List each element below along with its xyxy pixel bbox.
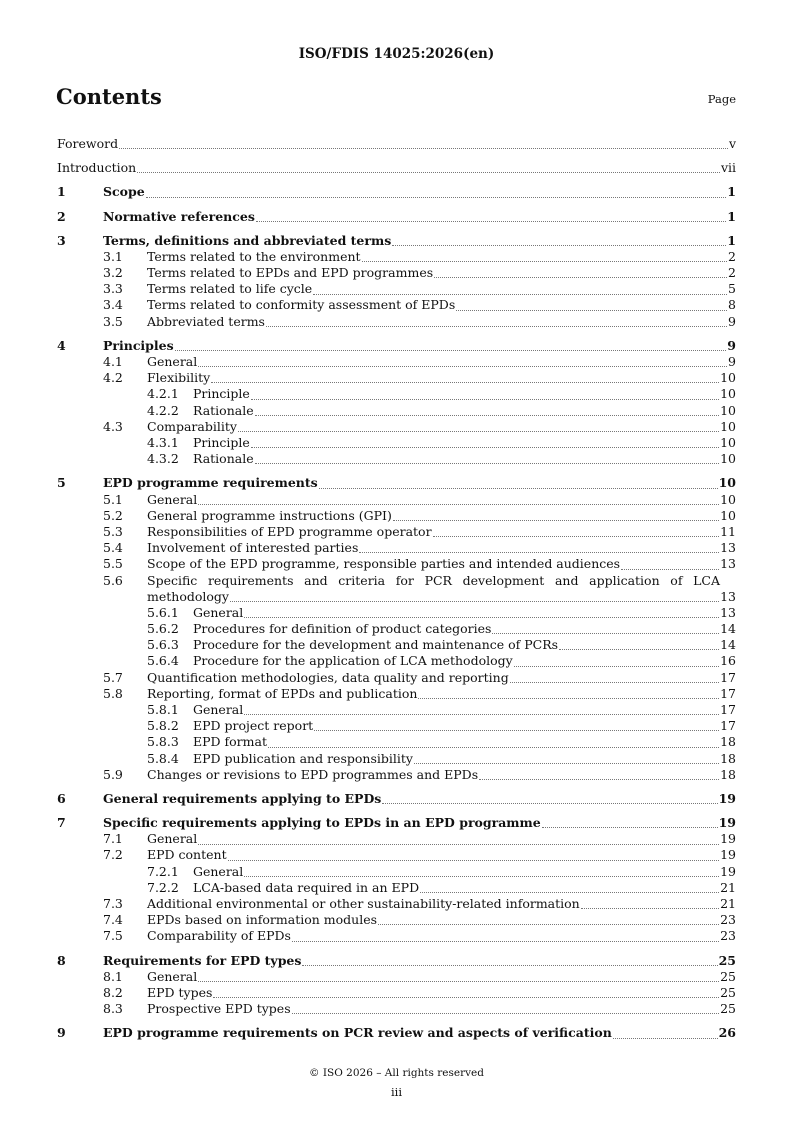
- document-header: ISO/FDIS 14025:2026(en): [298, 46, 495, 62]
- toc-entry-page: 10: [720, 507, 736, 523]
- toc-entry[interactable]: [57, 451, 736, 467]
- toc-entry[interactable]: [57, 136, 736, 152]
- leader-dots: [434, 277, 727, 278]
- toc-entry-page: 21: [720, 896, 736, 912]
- page-title: Contents: [56, 84, 162, 109]
- toc-entry-page: 9: [727, 337, 736, 353]
- leader-dots: [319, 488, 718, 489]
- toc-entry-page: 9: [728, 354, 736, 370]
- toc-entry[interactable]: [57, 160, 736, 176]
- toc-entry-title: Quantification methodologies, data quality and reporting: [147, 669, 509, 685]
- toc-entry-page: 13: [720, 556, 736, 572]
- toc-entry-number: 5.5: [103, 556, 123, 572]
- toc-entry-page: v: [728, 135, 736, 151]
- leader-dots: [213, 997, 719, 998]
- toc-entry-page: 11: [720, 523, 736, 539]
- leader-dots: [244, 876, 719, 877]
- toc-entry-title: Principles: [103, 337, 174, 353]
- toc-entry-page: vii: [720, 160, 736, 176]
- toc-entry-title: EPD programme requirements: [103, 475, 318, 491]
- toc-entry-number: 8: [57, 952, 66, 968]
- toc-entry-number: 3.2: [103, 265, 123, 281]
- toc-entry[interactable]: [57, 475, 736, 491]
- toc-entry-number: 8.1: [103, 968, 123, 984]
- leader-dots: [244, 617, 719, 618]
- toc-entry-number: 5.6.3: [147, 637, 179, 653]
- toc-entry-number: 7.2.2: [147, 879, 179, 895]
- leader-dots: [581, 908, 719, 909]
- toc-entry-title: Foreword: [57, 135, 119, 151]
- toc-entry-number: 7.3: [103, 896, 123, 912]
- leader-dots: [268, 747, 719, 748]
- toc-entry[interactable]: [57, 265, 736, 281]
- toc-entry-number: 1: [57, 184, 66, 200]
- toc-entry[interactable]: [57, 751, 736, 767]
- toc-entry-number: 3.5: [103, 313, 123, 329]
- leader-dots: [266, 326, 727, 327]
- toc-entry[interactable]: [57, 831, 736, 847]
- toc-entry-page: 18: [720, 750, 736, 766]
- toc-entry-number: 5.8: [103, 685, 123, 701]
- toc-entry-page: 14: [720, 621, 736, 637]
- toc-entry-title: EPD types: [147, 984, 213, 1000]
- toc-entry-page: 19: [718, 790, 736, 806]
- toc-entry-title: Prospective EPD types: [147, 1001, 291, 1017]
- toc-entry[interactable]: [57, 864, 736, 880]
- toc-entry-number: 7.1: [103, 831, 123, 847]
- leader-dots: [198, 981, 719, 982]
- leader-dots: [137, 172, 720, 173]
- toc-entry-page: 17: [720, 669, 736, 685]
- toc-entry[interactable]: [57, 370, 736, 386]
- toc-entry-title: EPD project report: [193, 718, 314, 734]
- toc-entry-number: 5: [57, 475, 66, 491]
- toc-entry[interactable]: [57, 419, 736, 435]
- toc-entry[interactable]: [57, 767, 736, 783]
- toc-entry-page: 19: [720, 863, 736, 879]
- toc-entry[interactable]: [57, 791, 736, 807]
- toc-entry-number: 7.2: [103, 847, 123, 863]
- toc-entry-number: 5.6.1: [147, 604, 179, 620]
- toc-entry-number: 7.2.1: [147, 863, 179, 879]
- toc-entry-number: 7: [57, 815, 66, 831]
- leader-dots: [559, 649, 719, 650]
- leader-dots: [198, 504, 719, 505]
- toc-entry-page: 2: [728, 265, 736, 281]
- toc-entry-page: 13: [720, 588, 736, 604]
- toc-entry-number: 4.2.2: [147, 402, 179, 418]
- leader-dots: [492, 633, 719, 634]
- toc-entry-title: General requirements applying to EPDs: [103, 790, 382, 806]
- toc-entry[interactable]: [57, 573, 736, 605]
- toc-entry-page: 1: [727, 208, 736, 224]
- toc-entry[interactable]: [57, 686, 736, 702]
- leader-dots: [211, 382, 719, 383]
- toc-entry[interactable]: [57, 734, 736, 750]
- table-of-contents: [57, 128, 736, 1042]
- leader-dots: [433, 536, 720, 537]
- toc-entry-number: 7.5: [103, 928, 123, 944]
- toc-entry-number: 8.2: [103, 984, 123, 1000]
- toc-entry[interactable]: [57, 524, 736, 540]
- toc-entry-title: General: [147, 968, 198, 984]
- toc-entry-page: 18: [720, 734, 736, 750]
- leader-dots: [292, 1013, 719, 1014]
- leader-dots: [314, 730, 719, 731]
- leader-dots: [256, 221, 726, 222]
- toc-entry[interactable]: [57, 249, 736, 265]
- toc-entry-page: 10: [720, 451, 736, 467]
- leader-dots: [359, 552, 719, 553]
- leader-dots: [382, 803, 717, 804]
- toc-entry[interactable]: [57, 233, 736, 249]
- toc-entry[interactable]: [57, 556, 736, 572]
- leader-dots: [362, 261, 727, 262]
- toc-entry-number: 5.8.1: [147, 701, 179, 717]
- toc-entry-number: 4.1: [103, 354, 123, 370]
- toc-entry-page: 10: [720, 386, 736, 402]
- toc-entry-page: 17: [720, 701, 736, 717]
- toc-entry-number: 5.4: [103, 540, 123, 556]
- toc-entry-page: 1: [727, 184, 736, 200]
- leader-dots: [119, 148, 728, 149]
- toc-entry-title: Changes or revisions to EPD programmes and EPDs: [147, 766, 479, 782]
- toc-entry[interactable]: [57, 953, 736, 969]
- toc-entry-page: 19: [720, 831, 736, 847]
- toc-entry-number: 5.6.4: [147, 653, 179, 669]
- toc-entry-number: 4.2: [103, 370, 123, 386]
- leader-dots: [255, 415, 719, 416]
- toc-entry-title: EPD format: [193, 734, 267, 750]
- toc-entry-title: Comparability of EPDs: [147, 928, 291, 944]
- leader-dots: [510, 682, 719, 683]
- toc-entry[interactable]: [57, 492, 736, 508]
- page-number: iii: [390, 1085, 403, 1099]
- toc-entry-page: 18: [720, 766, 736, 782]
- toc-entry-title: Procedure for the application of LCA methodology: [193, 653, 513, 669]
- toc-entry[interactable]: [57, 1025, 736, 1041]
- toc-entry-page: 17: [720, 685, 736, 701]
- toc-entry-number: 3.3: [103, 281, 123, 297]
- toc-entry-number: 5.6.2: [147, 621, 179, 637]
- toc-entry-number: 5.2: [103, 507, 123, 523]
- toc-entry-number: 7.4: [103, 912, 123, 928]
- leader-dots: [146, 197, 727, 198]
- toc-entry-title: Procedure for the development and maintenance of PCRs: [193, 637, 559, 653]
- toc-entry-number: 5.8.4: [147, 750, 179, 766]
- leader-dots: [198, 844, 719, 845]
- toc-entry-page: 23: [720, 912, 736, 928]
- toc-entry[interactable]: [57, 403, 736, 419]
- toc-entry-page: 10: [720, 434, 736, 450]
- toc-entry-title: General: [193, 701, 244, 717]
- toc-entry-number: 5.3: [103, 523, 123, 539]
- leader-dots: [238, 431, 719, 432]
- toc-entry-number: 3: [57, 232, 66, 248]
- toc-entry[interactable]: [57, 386, 736, 402]
- toc-entry-title: Terms related to life cycle: [147, 281, 313, 297]
- toc-entry-title: Terms related to the environment: [147, 248, 361, 264]
- toc-entry-page: 13: [720, 540, 736, 556]
- toc-entry-title-cont: methodology: [147, 588, 229, 604]
- leader-dots: [175, 350, 727, 351]
- toc-entry-number: 4.3.2: [147, 451, 179, 467]
- toc-entry-title: Flexibility: [147, 370, 211, 386]
- leader-dots: [292, 941, 719, 942]
- toc-entry[interactable]: [57, 1001, 736, 1017]
- toc-entry[interactable]: [57, 912, 736, 928]
- toc-entry-page: 8: [728, 297, 736, 313]
- toc-entry-page: 10: [720, 418, 736, 434]
- toc-entry[interactable]: [57, 896, 736, 912]
- toc-entry-title: Abbreviated terms: [147, 313, 265, 329]
- toc-entry[interactable]: [57, 298, 736, 314]
- toc-entry-page: 14: [720, 637, 736, 653]
- leader-dots: [418, 698, 719, 699]
- toc-entry-title: Introduction: [57, 160, 137, 176]
- toc-entry-title: EPD content: [147, 847, 227, 863]
- toc-entry[interactable]: [57, 338, 736, 354]
- toc-entry-title: Procedures for definition of product categories: [193, 621, 492, 637]
- toc-entry[interactable]: [57, 637, 736, 653]
- toc-entry-title: LCA-based data required in an EPD: [193, 879, 420, 895]
- leader-dots: [302, 965, 717, 966]
- toc-entry[interactable]: [57, 354, 736, 370]
- toc-entry-title: Specific requirements and criteria for PCR development and application of LCA: [147, 572, 720, 588]
- leader-dots: [479, 779, 719, 780]
- toc-entry-number: 5.7: [103, 669, 123, 685]
- leader-dots: [393, 520, 719, 521]
- toc-entry-number: 4.3.1: [147, 434, 179, 450]
- toc-entry-title: Rationale: [193, 451, 254, 467]
- leader-dots: [514, 666, 719, 667]
- toc-entry-title: Terms related to EPDs and EPD programmes: [147, 265, 434, 281]
- toc-entry-title: Reporting, format of EPDs and publication: [147, 685, 418, 701]
- toc-entry[interactable]: [57, 281, 736, 297]
- toc-entry-title: General: [193, 604, 244, 620]
- toc-entry[interactable]: [57, 314, 736, 330]
- toc-entry[interactable]: [57, 985, 736, 1001]
- leader-dots: [414, 763, 719, 764]
- toc-entry-number: 3.1: [103, 248, 123, 264]
- toc-entry[interactable]: [57, 621, 736, 637]
- toc-entry-page: 9: [728, 313, 736, 329]
- toc-entry-page: 23: [720, 928, 736, 944]
- leader-dots: [244, 714, 719, 715]
- toc-entry-title: Normative references: [103, 208, 255, 224]
- toc-entry-number: 9: [57, 1025, 66, 1041]
- toc-entry-page: 10: [720, 370, 736, 386]
- toc-entry-title: Requirements for EPD types: [103, 952, 302, 968]
- toc-entry[interactable]: [57, 508, 736, 524]
- toc-entry-number: 4: [57, 337, 66, 353]
- toc-entry[interactable]: [57, 702, 736, 718]
- toc-entry[interactable]: [57, 184, 736, 200]
- toc-entry-page: 5: [728, 281, 736, 297]
- toc-entry-title: Scope of the EPD programme, responsible parties and intended audiences: [147, 556, 621, 572]
- toc-entry[interactable]: [57, 815, 736, 831]
- toc-entry-page: 13: [720, 604, 736, 620]
- toc-entry-page: 2: [728, 248, 736, 264]
- toc-entry-number: 5.8.3: [147, 734, 179, 750]
- toc-entry[interactable]: [57, 969, 736, 985]
- leader-dots: [378, 924, 719, 925]
- toc-entry-page: 25: [720, 968, 736, 984]
- toc-entry-title: General: [147, 491, 198, 507]
- toc-entry-number: 4.2.1: [147, 386, 179, 402]
- toc-entry-title: General: [147, 354, 198, 370]
- toc-entry[interactable]: [57, 605, 736, 621]
- leader-dots: [313, 294, 727, 295]
- toc-entry[interactable]: [57, 540, 736, 556]
- toc-entry-page: 10: [718, 475, 736, 491]
- toc-entry[interactable]: [57, 848, 736, 864]
- toc-entry-page: 21: [720, 879, 736, 895]
- toc-entry-number: 5.1: [103, 491, 123, 507]
- toc-entry-page: 19: [720, 847, 736, 863]
- leader-dots: [621, 569, 719, 570]
- toc-entry-page: 25: [718, 952, 736, 968]
- leader-dots: [251, 399, 719, 400]
- toc-entry-page: 25: [720, 1001, 736, 1017]
- toc-entry-page: 10: [720, 491, 736, 507]
- page-column-label: Page: [707, 92, 736, 106]
- toc-entry[interactable]: [57, 670, 736, 686]
- leader-dots: [198, 366, 727, 367]
- toc-entry-title: Involvement of interested parties: [147, 540, 359, 556]
- leader-dots: [392, 245, 726, 246]
- toc-entry-title: EPDs based on information modules: [147, 912, 378, 928]
- toc-entry[interactable]: [57, 880, 736, 896]
- toc-entry-number: 5.6: [103, 572, 123, 588]
- toc-entry-number: 2: [57, 208, 66, 224]
- leader-dots: [456, 310, 727, 311]
- toc-entry-title: Additional environmental or other sustainability-related information: [147, 896, 580, 912]
- toc-entry-page: 26: [718, 1025, 736, 1041]
- toc-entry-number: 4.3: [103, 418, 123, 434]
- leader-dots: [251, 447, 719, 448]
- toc-entry[interactable]: [57, 928, 736, 944]
- leader-dots: [420, 892, 719, 893]
- leader-dots: [255, 463, 719, 464]
- leader-dots: [542, 827, 718, 828]
- toc-entry[interactable]: [57, 653, 736, 669]
- leader-dots: [613, 1038, 718, 1039]
- leader-dots: [230, 601, 719, 602]
- toc-entry-title: General: [193, 863, 244, 879]
- toc-entry-page: 17: [720, 718, 736, 734]
- toc-entry-number: 5.9: [103, 766, 123, 782]
- toc-entry-page: 25: [720, 984, 736, 1000]
- toc-entry-number: 8.3: [103, 1001, 123, 1017]
- leader-dots: [228, 860, 719, 861]
- toc-entry[interactable]: [57, 209, 736, 225]
- toc-entry-title: Responsibilities of EPD programme operator: [147, 523, 432, 539]
- toc-entry-title: Principle: [193, 386, 250, 402]
- toc-entry-title: EPD publication and responsibility: [193, 750, 413, 766]
- toc-entry-title: Scope: [103, 184, 145, 200]
- toc-entry[interactable]: [57, 718, 736, 734]
- toc-entry-title: General programme instructions (GPI): [147, 507, 392, 523]
- toc-entry-title: Comparability: [147, 418, 237, 434]
- toc-entry-title: Specific requirements applying to EPDs in an EPD programme: [103, 815, 541, 831]
- copyright-footer: © ISO 2026 – All rights reserved: [309, 1067, 484, 1079]
- toc-entry-page: 19: [718, 815, 736, 831]
- toc-entry-number: 6: [57, 790, 66, 806]
- toc-entry[interactable]: [57, 435, 736, 451]
- toc-entry-title: Terms related to conformity assessment of EPDs: [147, 297, 456, 313]
- toc-entry-title: EPD programme requirements on PCR review and aspects of verification: [103, 1025, 612, 1041]
- toc-entry-title: Rationale: [193, 402, 254, 418]
- toc-entry-page: 1: [727, 232, 736, 248]
- toc-entry-number: 3.4: [103, 297, 123, 313]
- toc-entry-page: 16: [720, 653, 736, 669]
- toc-entry-title: Principle: [193, 434, 250, 450]
- toc-entry-title: Terms, definitions and abbreviated terms: [103, 232, 392, 248]
- toc-entry-page: 10: [720, 402, 736, 418]
- toc-entry-title: General: [147, 831, 198, 847]
- toc-entry-number: 5.8.2: [147, 718, 179, 734]
